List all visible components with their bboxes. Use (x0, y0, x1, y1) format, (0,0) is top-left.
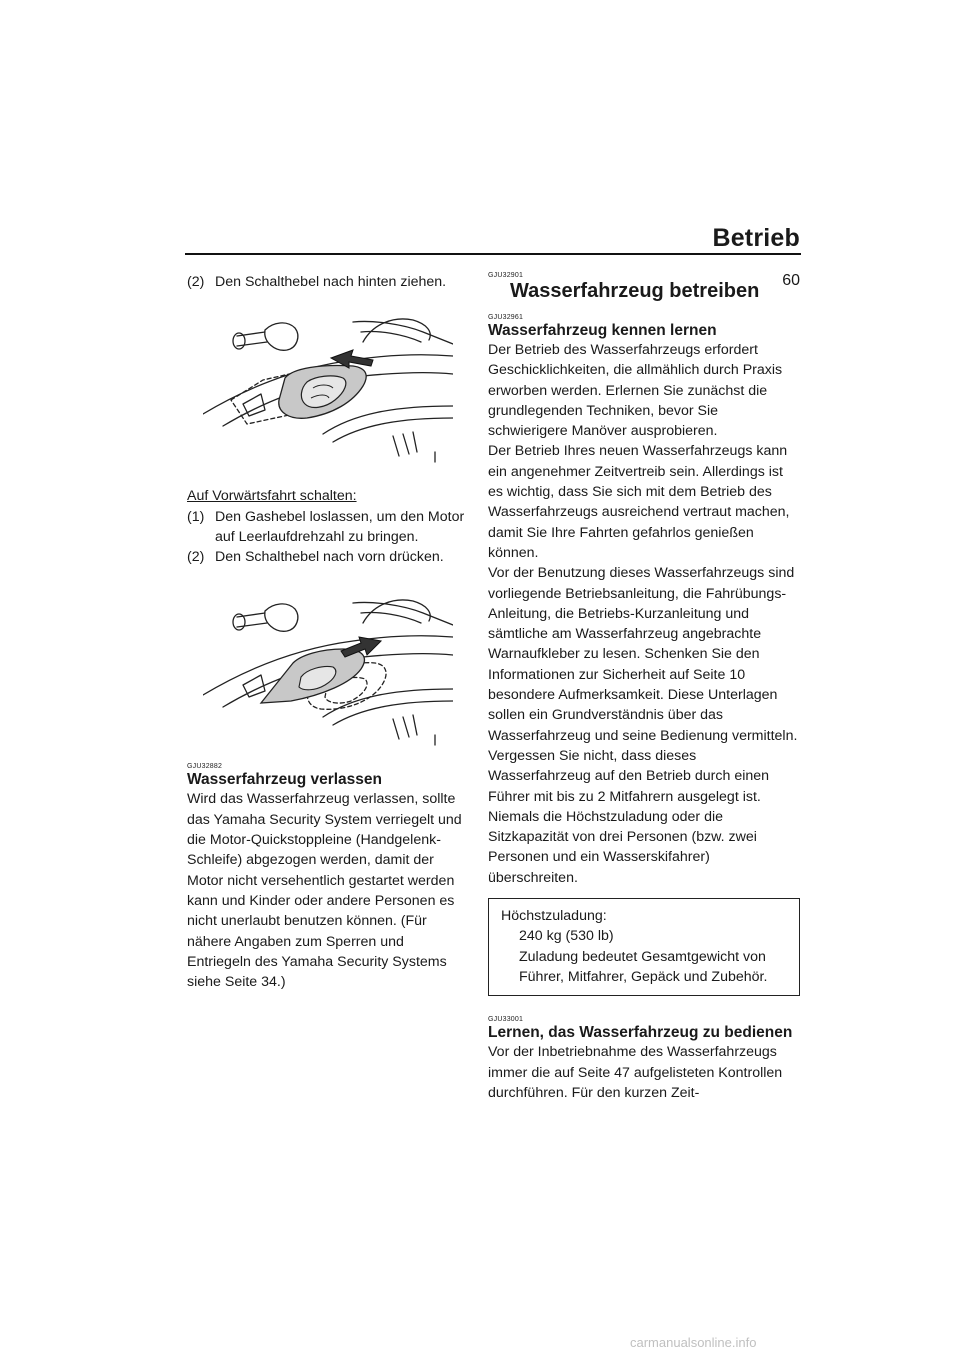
shift-lever-forward-illustration (203, 577, 453, 755)
left-column (187, 272, 467, 992)
main-heading: Wasserfahrzeug betreiben (510, 280, 760, 302)
spec-note: Zuladung bedeutet Gesamtgewicht von Führer, Mitfahrer, Gepäck und Zubehör. (519, 948, 768, 985)
step-number: (2) (187, 549, 205, 566)
shift-lever-back-illustration (203, 302, 453, 470)
spec-label: Höchstzuladung: (501, 908, 607, 925)
section-heading: Wasserfahrzeug kennen lernen (488, 322, 717, 339)
forward-step-1 (187, 507, 467, 548)
section-heading: Lernen, das Wasserfahrzeug zu bedienen (488, 1024, 793, 1042)
step-text: Den Gashebel loslassen, um den Motor auf Leerlaufdrehzahl zu bringen. (215, 508, 465, 545)
paragraph: Vergessen Sie nicht, dass dieses Wasserfahrzeug auf den Betrieb durch einen Führer mit bis zu 2 Mitfahrern ausgelegt ist. Niemals die Höchstzuladung oder die Sitzkapazität von drei Personen (bzw. zwei Personen und ein Wasserskifahrer) überschreiten. (488, 747, 770, 886)
forward-shift-illustration (203, 577, 443, 755)
know-section (488, 314, 800, 888)
max-load-spec-box (488, 898, 800, 996)
step-text: Den Schalthebel nach vorn drücken. (215, 549, 444, 566)
header-rule (185, 253, 801, 255)
watermark: carmanualsonline.info (630, 1335, 757, 1350)
step-number: (2) (187, 274, 205, 290)
spec-value: 240 kg (530 lb) (519, 928, 614, 945)
forward-step-2 (187, 547, 467, 567)
page-title: Betrieb (712, 224, 800, 252)
forward-heading: Auf Vorwärtsfahrt schalten: (187, 488, 357, 505)
paragraph: Der Betrieb Ihres neuen Wasserfahrzeugs kann ein angenehmer Zeitvertreib sein. Allerdings ist es wichtig, dass Sie sich mit dem Betrieb des Wasserfahrzeugs ausreichend vertraut machen, damit Sie Ihre Fahrten gefahrlos genießen können. (488, 443, 790, 561)
section-text: Wird das Wasserfahrzeug verlassen, sollte das Yamaha Security System verriegelt und die Motor-Quickstoppleine (Handgelenk-Schleife) abgezogen werden, damit der Motor nicht versehentlich gestartet werden kann und Kinder oder andere Personen es nicht unerlaubt benutzen können. (Für nähere Angaben zum Sperren und Entriegeln des Yamaha Security Systems siehe Seite 34.) (187, 791, 462, 991)
paragraph: Vor der Benutzung dieses Wasserfahrzeugs sind vorliegende Betriebsanleitung, die Fahrübungs-Anleitung, die Betriebs-Kurzanleitung und sämtliche am Wasserfahrzeug angebrachte Warnaufkleber zu lesen. Schenken Sie den Informationen zur Sicherheit auf Seite 10 besondere Aufmerksamkeit. Diese Unterlagen sollen ein Grundverständnis über das Wasserfahrzeug und seine Bedienung vermitteln. (488, 565, 798, 744)
step-text: Den Schalthebel nach hinten ziehen. (215, 274, 447, 290)
page-number: 60 (782, 272, 800, 289)
learn-section (488, 1016, 800, 1103)
section-code: GJU32901 (488, 272, 524, 279)
reverse-shift-illustration (203, 302, 443, 470)
step-number: (1) (187, 508, 205, 525)
paragraph: Der Betrieb des Wasserfahrzeugs erfordert Geschicklichkeiten, die allmählich durch Praxis erworben werden. Erlernen Sie zunächst die grundlegenden Techniken, bevor Sie schwierigere Manöver ausprobieren. (488, 342, 783, 440)
section-text: Vor der Inbetriebnahme des Wasserfahrzeugs immer die auf Seite 47 aufgelisteten Kontrollen durchführen. Für den kurzen Zeit- (488, 1044, 783, 1101)
section-code: GJU32961 (488, 314, 524, 321)
section-code: GJU32882 (187, 763, 223, 771)
section-heading: Wasserfahrzeug verlassen (187, 771, 382, 789)
main-section (488, 272, 800, 302)
section-code: GJU33001 (488, 1016, 524, 1024)
leave-section (187, 763, 467, 992)
right-column (488, 272, 800, 1103)
reverse-step-2 (187, 272, 467, 292)
